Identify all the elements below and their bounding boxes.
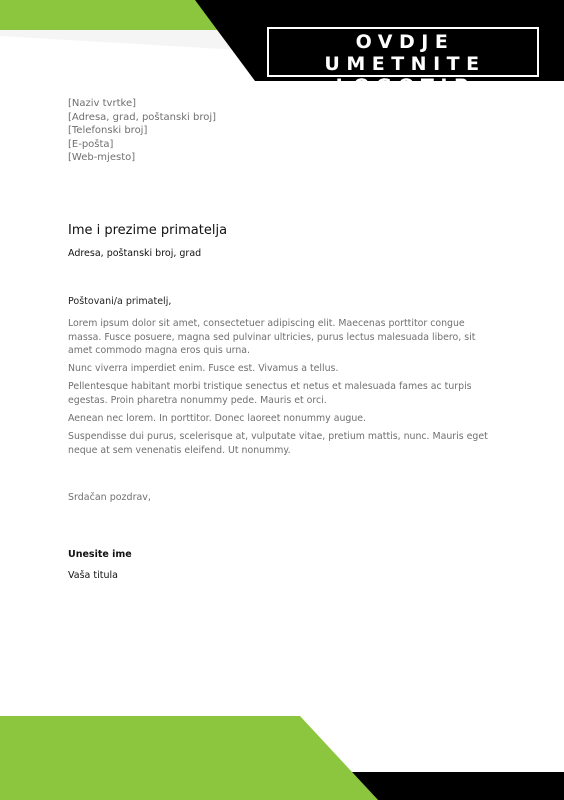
signature-title[interactable]: Vaša titula	[68, 570, 118, 581]
bottom-banner	[0, 700, 564, 800]
sender-email[interactable]: [E-pošta]	[68, 138, 114, 150]
sender-company[interactable]: [Naziv tvrtke]	[68, 98, 136, 109]
sender-website[interactable]: [Web-mjesto]	[68, 152, 136, 164]
recipient-address[interactable]: Adresa, poštanski broj, grad	[68, 248, 202, 259]
body-paragraph[interactable]: Nunc viverra imperdiet enim. Fusce est. Vivamus a tellus.	[68, 363, 339, 375]
salutation[interactable]: Poštovani/a primatelj,	[68, 296, 172, 307]
body-paragraph[interactable]: Aenean nec lorem. In porttitor. Donec laoreet nonummy augue.	[68, 413, 367, 425]
recipient-name[interactable]: Ime i prezime primatelja	[68, 223, 228, 238]
logo-slant	[195, 0, 265, 81]
logo-text-line2: LOGOTIP	[335, 75, 475, 97]
body-paragraph[interactable]: Pellentesque habitant morbi tristique senectus et netus et malesuada fames ac turpis egestas. Proin pharetra nonummy pede. Mauris et orci.	[68, 381, 472, 406]
letter-body	[68, 317, 500, 462]
sender-info	[68, 97, 216, 165]
sender-address[interactable]: [Adresa, grad, poštanski broj]	[68, 111, 217, 123]
signature-name[interactable]: Unesite ime	[68, 549, 132, 560]
body-paragraph[interactable]: Suspendisse dui purus, scelerisque at, vulputate vitae, pretium mattis, nunc. Mauris eget neque at sem venenatis eleifend. Ut nonummy.	[68, 431, 488, 456]
body-paragraph[interactable]: Lorem ipsum dolor sit amet, consectetuer adipiscing elit. Maecenas porttitor congue massa. Fusce posuere, magna sed pulvinar ultricies, purus lectus malesuada libero, sit amet commodo magna eros quis urna.	[68, 318, 476, 357]
closing[interactable]: Srdačan pozdrav,	[68, 492, 151, 503]
logo-placeholder[interactable]	[267, 27, 539, 97]
logo-text-line1: OVDJE UMETNITE	[324, 31, 486, 75]
sender-phone[interactable]: [Telefonski broj]	[68, 125, 148, 137]
